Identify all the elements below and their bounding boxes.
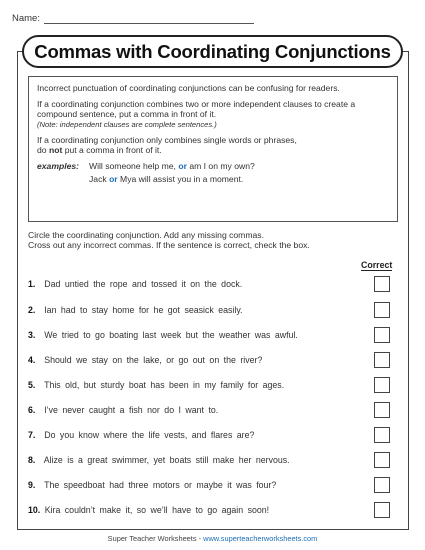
question-text: We tried to go boating last week but the weather was awful.: [44, 330, 298, 340]
question-row: [28, 405, 218, 415]
instructions-line-2: Cross out any incorrect commas. If the sentence is correct, check the box.: [28, 240, 310, 251]
correct-checkbox[interactable]: [374, 452, 390, 468]
examples-label: examples:: [37, 161, 80, 172]
question-number: 10.: [28, 505, 41, 515]
instructions: [28, 230, 398, 250]
rule-words-rest: put a comma in front of it.: [64, 144, 162, 155]
question-text: Kira couldn’t make it, so we’ll have to go again soon!: [44, 505, 270, 515]
question-text: Do you know where the life vests, and flares are?: [44, 430, 255, 440]
footer-separator: -: [196, 534, 204, 543]
question-text: This old, but sturdy boat has been in my family for ages.: [44, 380, 285, 390]
question-row: [28, 305, 243, 315]
example-1-conjunction: or: [178, 161, 187, 172]
rule-intro: Incorrect punctuation of coordinating conjunctions can be confusing for readers.: [37, 83, 340, 93]
name-field: [12, 13, 254, 24]
question-text: Ian had to stay home for he got seasick easily.: [44, 305, 243, 315]
rule-note: (Note: independent clauses are complete sentences.): [37, 119, 217, 129]
example-2-post: Mya will assist you in a moment.: [120, 174, 244, 185]
correct-checkbox[interactable]: [374, 302, 390, 318]
question-number: 2.: [28, 305, 36, 315]
worksheet-title: [22, 35, 403, 68]
example-1: [37, 161, 389, 171]
rules-box: [28, 76, 398, 222]
worksheet-title-text: Commas with Coordinating Conjunctions: [34, 40, 391, 62]
rule-independent-text: If a coordinating conjunction combines two or more independent clauses to create a compound sentence, put a comma in front of it.: [37, 99, 356, 120]
rule-words-line1: If a coordinating conjunction only combines single words or phrases,: [37, 134, 297, 145]
question-number: 4.: [28, 355, 36, 365]
instructions-line-1: Circle the coordinating conjunction. Add any missing commas.: [28, 230, 264, 240]
correct-checkbox[interactable]: [374, 427, 390, 443]
question-row: [28, 380, 284, 390]
question-text: Should we stay on the lake, or go out on the river?: [44, 355, 263, 365]
name-line[interactable]: [44, 15, 254, 24]
question-row: [28, 505, 269, 515]
question-number: 5.: [28, 380, 36, 390]
question-row: [28, 430, 254, 440]
question-number: 7.: [28, 430, 36, 440]
footer-site-name: Super Teacher Worksheets: [107, 534, 197, 543]
footer: [0, 534, 425, 543]
rule-words-do: do: [37, 144, 47, 155]
example-1-pre: Will someone help me,: [89, 161, 176, 172]
correct-checkbox[interactable]: [374, 276, 390, 292]
question-text: I’ve never caught a fish nor do I want to.: [44, 405, 219, 415]
question-text: The speedboat had three motors or maybe it was four?: [44, 480, 277, 490]
example-2-conjunction: or: [109, 174, 118, 185]
question-row: [28, 455, 290, 465]
question-number: 9.: [28, 480, 36, 490]
question-number: 8.: [28, 455, 36, 465]
question-number: 1.: [28, 279, 36, 289]
question-text: Dad untied the rope and tossed it on the dock.: [44, 279, 243, 289]
question-row: [28, 355, 262, 365]
rule-words-not: not: [48, 144, 63, 155]
example-1-post: am I on my own?: [189, 161, 255, 172]
correct-checkbox[interactable]: [374, 502, 390, 518]
example-2: [37, 174, 389, 184]
correct-checkbox[interactable]: [374, 327, 390, 343]
footer-url[interactable]: www.superteacherworksheets.com: [203, 534, 318, 543]
question-row: [28, 480, 276, 490]
question-text: Alize is a great swimmer, yet boats still make her nervous.: [43, 455, 290, 465]
correct-checkbox[interactable]: [374, 477, 390, 493]
correct-checkbox[interactable]: [374, 377, 390, 393]
correct-column-header: Correct: [361, 260, 393, 270]
name-label: Name:: [12, 13, 40, 24]
correct-checkbox[interactable]: [374, 402, 390, 418]
question-row: [28, 330, 298, 340]
question-number: 6.: [28, 405, 36, 415]
question-row: [28, 279, 242, 289]
rule-independent-clauses: [37, 99, 389, 128]
example-2-pre: Jack: [89, 174, 107, 185]
rule-words-phrases: [37, 135, 389, 155]
correct-checkbox[interactable]: [374, 352, 390, 368]
question-number: 3.: [28, 330, 36, 340]
